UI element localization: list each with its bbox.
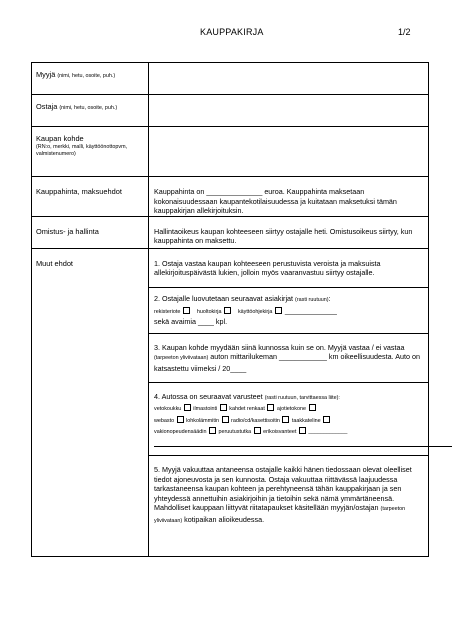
kayttoohjekirja-checkbox[interactable]	[275, 307, 282, 314]
object-note: (RN:o, merkki, malli, käyttöönottopvm, valmistenumero)	[36, 144, 128, 157]
other-terms	[149, 248, 429, 557]
ownership-terms	[149, 216, 429, 248]
term-5	[149, 456, 428, 557]
vetokoukku-checkbox[interactable]	[184, 404, 191, 411]
object-field[interactable]	[149, 127, 429, 177]
erikoisvanteet-checkbox[interactable]	[299, 427, 306, 434]
term-3	[149, 334, 428, 383]
term-3-lead: 3. Kaupan kohde myydään siinä kunnossa kuin se on. Myyjä vastaa / ei vastaa	[154, 342, 405, 352]
term-2-lead: 2. Ostajalle luovutetaan seuraavat asiakirjat	[154, 293, 294, 303]
document-title: KAUPPAKIRJA	[200, 27, 264, 37]
price-label-cell	[32, 177, 149, 217]
term-5-note: (tarpeeton yliviivataan)	[154, 506, 406, 524]
rekisteriote-checkbox[interactable]	[183, 307, 190, 314]
term-4	[149, 383, 428, 456]
equipment-extra-line[interactable]	[154, 446, 452, 447]
equipment-label: peruutustutka	[218, 429, 252, 436]
seller-note: (nimi, hetu, osoite, puh.)	[57, 73, 116, 79]
term-2: 2. Ostajalle luovutetaan seuraavat asiakirjat (rasti ruutuun): rekisteriote huoltokirja käyttöohjekirja _____________ sekä avaimia ____ kpl.	[149, 288, 428, 334]
term-5-lead: 5. Myyjä vakuuttaa antaneensa ostajalle kaikki hänen tiedossaan olevat oleelliset tiedot ajoneuvosta ja sen kunnosta. Ostaja vakuuttaa riittävässä laajuudessa tarkastaneensa kaupan kohteen ja perehtyneensä tähän kauppakirjaan ja sen yhteydessä annettuihin asiakirjoihin ja tietoihin sekä nämä ymmärtäneensä. Mahdolliset kauppaan liittyvät riitatapaukset käsitellään myyjän/ostajan	[154, 464, 412, 513]
seller-label-cell	[32, 63, 149, 95]
equipment-label: vakionopeudensäädin	[154, 429, 207, 436]
ownership-text: Hallintaoikeus kaupan kohteeseen siirtyy ostajalle heti. Omistusoikeus siirtyy, kun kauppahinta on maksettu.	[154, 226, 413, 246]
equipment-label: radio/cd/kasettisoitin	[231, 417, 280, 424]
other-label-cell	[32, 248, 149, 557]
price-text: Kauppahinta on ______________ euroa. Kauppahinta maksetaan kokonaisuudessaan kaupantekotilaisuudessa ja kuitataan maksetuksi tämän kauppakirjan allekirjoituksin.	[154, 187, 397, 216]
buyer-label: Ostaja	[36, 102, 58, 111]
term-1: 1. Ostaja vastaa kaupan kohteeseen perustuvista veroista ja maksuista allekirjoituspäivästä lukien, jolloin myös vaaranvastuu siirtyy ostajalle.	[149, 249, 428, 288]
peruutustutka-checkbox[interactable]	[254, 427, 261, 434]
webasto-checkbox[interactable]	[177, 416, 184, 423]
document-option-label: rekisteriote	[154, 308, 181, 315]
vakionopeudensaadin-checkbox[interactable]	[209, 427, 216, 434]
document-option-label: huoltokirja	[196, 308, 222, 315]
term-3-rest: auton mittarilukeman ____________ km oikeellisuudesta. Auto on katsastettu viimeksi / 20____	[154, 352, 421, 373]
equipment-label: webasto	[154, 417, 175, 424]
other-document-blank[interactable]: _____________	[284, 305, 337, 315]
ownership-label: Omistus- ja hallinta	[36, 226, 99, 236]
equipment-label: erikoisvanteet	[263, 429, 297, 436]
equipment-label: ajotietokone	[276, 406, 306, 413]
term-4-lead: 4. Autossa on seuraavat varusteet	[154, 391, 263, 401]
buyer-note: (nimi, hetu, osoite, puh.)	[59, 105, 118, 111]
ownership-label-cell	[32, 216, 149, 248]
ajotietokone-checkbox[interactable]	[309, 404, 316, 411]
document-option-label: käyttöohjekirja	[237, 308, 273, 315]
seller-field[interactable]	[149, 63, 429, 95]
equipment-label: lohkolämmitin	[186, 417, 220, 424]
equipment-label: ilmastointi	[193, 406, 218, 413]
equipment-label: kahdet renkaat	[229, 406, 265, 413]
other-equipment-blank[interactable]: _____________	[308, 429, 348, 436]
huoltokirja-checkbox[interactable]	[224, 307, 231, 314]
price-terms	[149, 177, 429, 217]
ilmastointi-checkbox[interactable]	[220, 404, 227, 411]
other-label: Muut ehdot	[36, 258, 73, 268]
object-label-cell	[32, 127, 149, 177]
term-3-note: (tarpeeton yliviivataan)	[154, 355, 209, 362]
price-label: Kauppahinta, maksuehdot	[36, 187, 122, 196]
keys-count-text: sekä avaimia ____ kpl.	[154, 317, 228, 327]
kahdet-renkaat-checkbox[interactable]	[267, 404, 274, 411]
object-label: Kaupan kohde	[36, 134, 84, 143]
radio-checkbox[interactable]	[282, 416, 289, 423]
taakkateline-checkbox[interactable]	[323, 416, 330, 423]
page-number: 1/2	[398, 27, 411, 37]
buyer-field[interactable]	[149, 95, 429, 127]
equipment-label: taakkateline	[291, 417, 321, 424]
seller-label: Myyjä	[36, 70, 56, 79]
lohkolammitin-checkbox[interactable]	[222, 416, 229, 423]
term-2-note: (rasti ruutuun)	[295, 296, 329, 303]
equipment-label: vetokoukku	[154, 406, 182, 413]
term-4-note: (rasti ruutuun, tarvittaessa liite):	[264, 394, 340, 401]
buyer-label-cell	[32, 95, 149, 127]
term-5-tail: kotipaikan alioikeudessa.	[184, 514, 265, 524]
contract-form	[31, 62, 429, 557]
